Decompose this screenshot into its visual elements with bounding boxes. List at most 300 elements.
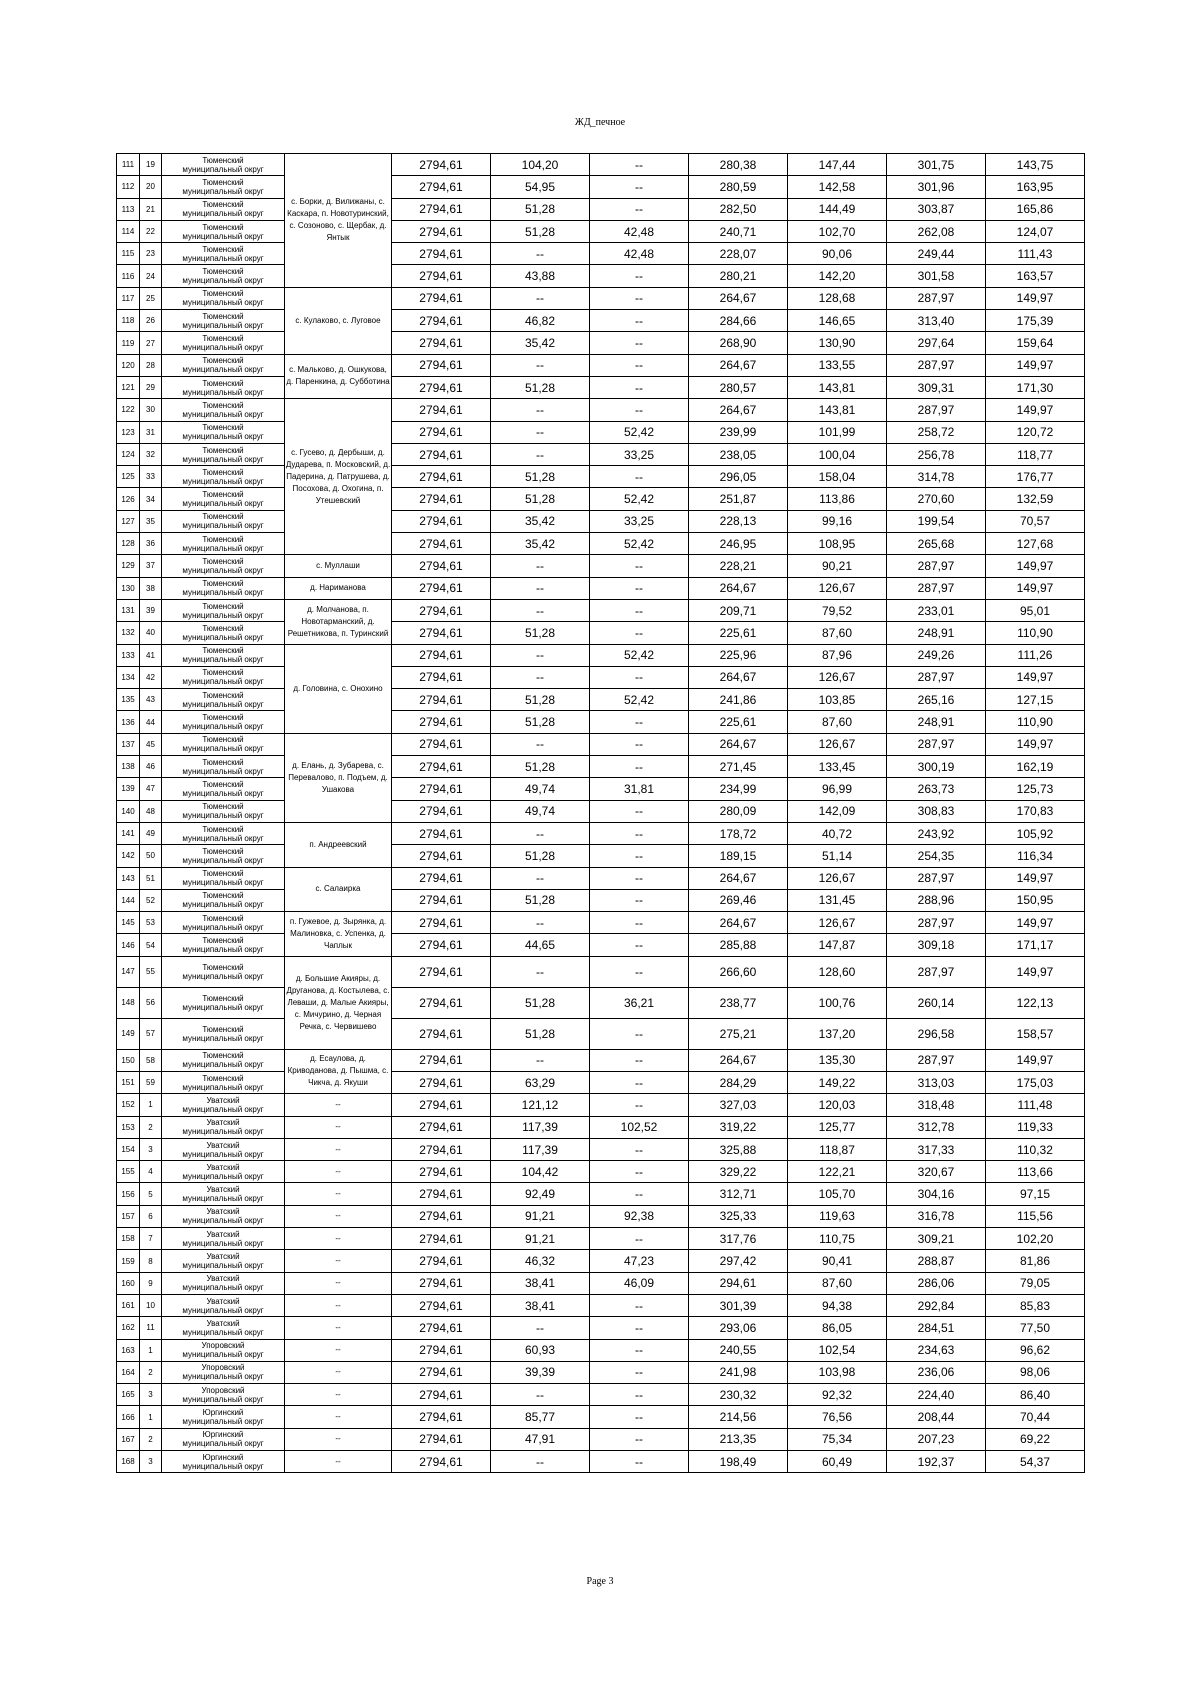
value-cell: 52,42 — [590, 644, 689, 666]
row-number: 147 — [117, 956, 140, 987]
value-cell: 265,68 — [887, 533, 986, 555]
table-row — [117, 1049, 1085, 1071]
row-index: 3 — [140, 1384, 162, 1406]
table-row — [117, 243, 1085, 265]
value-cell: 87,60 — [788, 622, 887, 644]
municipality-name: Тюменский — [202, 824, 244, 834]
value-cell: 95,01 — [986, 599, 1085, 621]
municipality-type: муниципальный округ — [182, 632, 264, 642]
row-number: 149 — [117, 1018, 140, 1049]
row-index: 34 — [140, 488, 162, 510]
value-cell: -- — [590, 1138, 689, 1160]
municipality-name: Тюменский — [202, 356, 244, 366]
municipality-type: муниципальный округ — [182, 971, 264, 981]
value-cell: -- — [491, 733, 590, 755]
municipality-cell — [162, 443, 285, 465]
table-row — [117, 1250, 1085, 1272]
row-number: 121 — [117, 376, 140, 398]
settlements-cell: -- — [285, 1339, 392, 1361]
settlements-cell: -- — [285, 1294, 392, 1316]
value-cell: 130,90 — [788, 332, 887, 354]
value-cell: 2794,61 — [392, 466, 491, 488]
municipality-cell — [162, 510, 285, 532]
value-cell: 228,21 — [689, 555, 788, 577]
value-cell: 60,49 — [788, 1451, 887, 1473]
value-cell: 301,39 — [689, 1294, 788, 1316]
municipality-type: муниципальный округ — [182, 1394, 264, 1404]
value-cell: -- — [590, 198, 689, 220]
value-cell: 97,15 — [986, 1183, 1085, 1205]
municipality-name: Упоровский — [201, 1363, 245, 1373]
municipality-cell — [162, 756, 285, 778]
municipality-cell — [162, 912, 285, 934]
municipality-name: Тюменский — [202, 200, 244, 210]
municipality-name: Тюменский — [202, 601, 244, 611]
value-cell: 297,64 — [887, 332, 986, 354]
table-body — [117, 154, 1085, 1473]
row-number: 132 — [117, 622, 140, 644]
value-cell: -- — [491, 822, 590, 844]
municipality-type: муниципальный округ — [182, 1127, 264, 1137]
value-cell: 2794,61 — [392, 733, 491, 755]
municipality-type: муниципальный округ — [182, 722, 264, 732]
municipality-type: муниципальный округ — [182, 1372, 264, 1382]
municipality-name: Тюменский — [202, 289, 244, 299]
municipality-cell — [162, 711, 285, 733]
value-cell: 51,28 — [491, 845, 590, 867]
value-cell: -- — [590, 354, 689, 376]
value-cell: 280,57 — [689, 376, 788, 398]
value-cell: 264,67 — [689, 733, 788, 755]
value-cell: 246,95 — [689, 533, 788, 555]
municipality-cell — [162, 987, 285, 1018]
settlements-cell: с. Кулаково, с. Луговое — [285, 287, 392, 354]
municipality-cell — [162, 956, 285, 987]
value-cell: 234,63 — [887, 1339, 986, 1361]
value-cell: 2794,61 — [392, 354, 491, 376]
value-cell: 178,72 — [689, 822, 788, 844]
municipality-cell — [162, 934, 285, 956]
value-cell: 51,28 — [491, 756, 590, 778]
municipality-cell — [162, 1339, 285, 1361]
value-cell: 76,56 — [788, 1406, 887, 1428]
value-cell: 264,67 — [689, 354, 788, 376]
row-number: 118 — [117, 310, 140, 332]
value-cell: 120,03 — [788, 1094, 887, 1116]
settlements-cell: -- — [285, 1428, 392, 1450]
municipality-cell — [162, 778, 285, 800]
value-cell: -- — [491, 399, 590, 421]
municipality-cell — [162, 1361, 285, 1383]
value-cell: 2794,61 — [392, 287, 491, 309]
municipality-cell — [162, 332, 285, 354]
value-cell: 96,62 — [986, 1339, 1085, 1361]
row-number: 140 — [117, 800, 140, 822]
value-cell: 52,42 — [590, 533, 689, 555]
row-index: 11 — [140, 1317, 162, 1339]
municipality-cell — [162, 845, 285, 867]
row-index: 3 — [140, 1451, 162, 1473]
value-cell: 52,42 — [590, 689, 689, 711]
value-cell: -- — [491, 867, 590, 889]
row-number: 137 — [117, 733, 140, 755]
value-cell: 96,99 — [788, 778, 887, 800]
table-row — [117, 1272, 1085, 1294]
municipality-name: Уватский — [206, 1318, 240, 1328]
value-cell: 70,57 — [986, 510, 1085, 532]
row-index: 1 — [140, 1406, 162, 1428]
value-cell: 2794,61 — [392, 488, 491, 510]
row-index: 6 — [140, 1205, 162, 1227]
municipality-name: Тюменский — [202, 423, 244, 433]
row-number: 168 — [117, 1451, 140, 1473]
value-cell: 292,84 — [887, 1294, 986, 1316]
row-index: 33 — [140, 466, 162, 488]
settlements-cell: -- — [285, 1094, 392, 1116]
value-cell: 92,49 — [491, 1183, 590, 1205]
value-cell: -- — [590, 845, 689, 867]
value-cell: 46,09 — [590, 1272, 689, 1294]
value-cell: -- — [590, 1049, 689, 1071]
value-cell: 309,31 — [887, 376, 986, 398]
value-cell: 2794,61 — [392, 1183, 491, 1205]
row-number: 139 — [117, 778, 140, 800]
table-row — [117, 1317, 1085, 1339]
value-cell: -- — [491, 1317, 590, 1339]
value-cell: 2794,61 — [392, 399, 491, 421]
row-index: 28 — [140, 354, 162, 376]
value-cell: 35,42 — [491, 533, 590, 555]
municipality-cell — [162, 733, 285, 755]
value-cell: 207,23 — [887, 1428, 986, 1450]
value-cell: 249,44 — [887, 243, 986, 265]
value-cell: -- — [590, 800, 689, 822]
value-cell: 113,86 — [788, 488, 887, 510]
value-cell: -- — [590, 622, 689, 644]
value-cell: 2794,61 — [392, 666, 491, 688]
row-number: 151 — [117, 1071, 140, 1093]
municipality-name: Юргинский — [202, 1452, 244, 1462]
value-cell: 2794,61 — [392, 1228, 491, 1250]
municipality-name: Тюменский — [202, 400, 244, 410]
value-cell: 287,97 — [887, 354, 986, 376]
settlements-cell: с. Мальково, д. Ошкукова, д. Паренкина, д. Субботина — [285, 354, 392, 399]
value-cell: 105,70 — [788, 1183, 887, 1205]
value-cell: -- — [491, 421, 590, 443]
value-cell: 33,25 — [590, 510, 689, 532]
municipality-name: Тюменский — [202, 267, 244, 277]
value-cell: 137,20 — [788, 1018, 887, 1049]
value-cell: 2794,61 — [392, 1361, 491, 1383]
row-number: 126 — [117, 488, 140, 510]
value-cell: 2794,61 — [392, 1116, 491, 1138]
value-cell: 2794,61 — [392, 912, 491, 934]
value-cell: 110,90 — [986, 711, 1085, 733]
settlements-cell: с. Борки, д. Вилижаны, с. Каскара, п. Новотуринский, с. Созоново, с. Щербак, д. Янтык — [285, 154, 392, 288]
value-cell: -- — [590, 867, 689, 889]
value-cell: -- — [590, 889, 689, 911]
value-cell: 192,37 — [887, 1451, 986, 1473]
municipality-type: муниципальный округ — [182, 1327, 264, 1337]
value-cell: 314,78 — [887, 466, 986, 488]
value-cell: 143,81 — [788, 376, 887, 398]
row-index: 57 — [140, 1018, 162, 1049]
row-index: 1 — [140, 1094, 162, 1116]
value-cell: 280,09 — [689, 800, 788, 822]
value-cell: -- — [590, 1228, 689, 1250]
value-cell: 118,77 — [986, 443, 1085, 465]
value-cell: 116,34 — [986, 845, 1085, 867]
table-row — [117, 555, 1085, 577]
value-cell: -- — [590, 287, 689, 309]
value-cell: 42,48 — [590, 243, 689, 265]
value-cell: 293,06 — [689, 1317, 788, 1339]
value-cell: 2794,61 — [392, 1272, 491, 1294]
value-cell: 280,38 — [689, 154, 788, 176]
value-cell: 33,25 — [590, 443, 689, 465]
value-cell: 319,22 — [689, 1116, 788, 1138]
value-cell: -- — [590, 1294, 689, 1316]
value-cell: 86,05 — [788, 1317, 887, 1339]
value-cell: 35,42 — [491, 332, 590, 354]
value-cell: 49,74 — [491, 778, 590, 800]
row-index: 43 — [140, 689, 162, 711]
municipality-type: муниципальный округ — [182, 1261, 264, 1270]
value-cell: 42,48 — [590, 220, 689, 242]
value-cell: -- — [590, 1406, 689, 1428]
value-cell: 288,87 — [887, 1250, 986, 1272]
value-cell: 102,54 — [788, 1339, 887, 1361]
value-cell: 320,67 — [887, 1161, 986, 1183]
table-row — [117, 867, 1085, 889]
value-cell: -- — [590, 466, 689, 488]
value-cell: 133,55 — [788, 354, 887, 376]
row-number: 163 — [117, 1339, 140, 1361]
municipality-cell — [162, 1384, 285, 1406]
value-cell: 149,97 — [986, 354, 1085, 376]
municipality-type: муниципальный округ — [182, 1417, 264, 1427]
value-cell: 287,97 — [887, 666, 986, 688]
value-cell: 264,67 — [689, 399, 788, 421]
row-index: 39 — [140, 599, 162, 621]
value-cell: 143,75 — [986, 154, 1085, 176]
municipality-name: Тюменский — [202, 378, 244, 388]
value-cell: 285,88 — [689, 934, 788, 956]
value-cell: 2794,61 — [392, 778, 491, 800]
value-cell: -- — [491, 1049, 590, 1071]
municipality-name: Уватский — [206, 1185, 240, 1195]
row-index: 50 — [140, 845, 162, 867]
row-index: 24 — [140, 265, 162, 287]
value-cell: 162,19 — [986, 756, 1085, 778]
value-cell: 268,90 — [689, 332, 788, 354]
value-cell: 149,97 — [986, 912, 1085, 934]
row-number: 114 — [117, 220, 140, 242]
row-number: 145 — [117, 912, 140, 934]
value-cell: -- — [590, 1317, 689, 1339]
value-cell: 236,06 — [887, 1361, 986, 1383]
table-row — [117, 1018, 1085, 1049]
value-cell: 104,42 — [491, 1161, 590, 1183]
settlements-cell: -- — [285, 1317, 392, 1339]
value-cell: -- — [491, 555, 590, 577]
value-cell: 2794,61 — [392, 198, 491, 220]
municipality-cell — [162, 622, 285, 644]
value-cell: 325,33 — [689, 1205, 788, 1227]
municipality-name: Упоровский — [201, 1341, 245, 1351]
value-cell: 287,97 — [887, 287, 986, 309]
municipality-type: муниципальный округ — [182, 276, 264, 286]
municipality-name: Тюменский — [202, 713, 244, 723]
municipality-cell — [162, 466, 285, 488]
row-index: 44 — [140, 711, 162, 733]
value-cell: 249,26 — [887, 644, 986, 666]
value-cell: -- — [590, 555, 689, 577]
municipality-cell — [162, 176, 285, 198]
row-number: 143 — [117, 867, 140, 889]
value-cell: 287,97 — [887, 912, 986, 934]
value-cell: 213,35 — [689, 1428, 788, 1450]
municipality-type: муниципальный округ — [182, 900, 264, 910]
value-cell: 90,06 — [788, 243, 887, 265]
row-number: 150 — [117, 1049, 140, 1071]
value-cell: 263,73 — [887, 778, 986, 800]
value-cell: 280,59 — [689, 176, 788, 198]
value-cell: -- — [491, 243, 590, 265]
value-cell: -- — [491, 956, 590, 987]
row-number: 133 — [117, 644, 140, 666]
municipality-type: муниципальный округ — [182, 409, 264, 419]
value-cell: 100,04 — [788, 443, 887, 465]
table-row — [117, 912, 1085, 934]
value-cell: 256,78 — [887, 443, 986, 465]
value-cell: 40,72 — [788, 822, 887, 844]
value-cell: -- — [590, 310, 689, 332]
value-cell: 2794,61 — [392, 1339, 491, 1361]
municipality-type: муниципальный округ — [182, 1238, 264, 1248]
value-cell: 198,49 — [689, 1451, 788, 1473]
table-row — [117, 644, 1085, 666]
value-cell: 126,67 — [788, 666, 887, 688]
value-cell: 312,71 — [689, 1183, 788, 1205]
value-cell: 150,95 — [986, 889, 1085, 911]
row-number: 119 — [117, 332, 140, 354]
value-cell: 266,60 — [689, 956, 788, 987]
value-cell: 51,28 — [491, 1018, 590, 1049]
value-cell: 108,95 — [788, 533, 887, 555]
table-row — [117, 689, 1085, 711]
row-number: 158 — [117, 1228, 140, 1250]
municipality-name: Тюменский — [202, 311, 244, 321]
municipality-cell — [162, 1138, 285, 1160]
row-number: 155 — [117, 1161, 140, 1183]
table-row — [117, 421, 1085, 443]
value-cell: 85,83 — [986, 1294, 1085, 1316]
municipality-type: муниципальный округ — [182, 565, 264, 575]
row-index: 38 — [140, 577, 162, 599]
row-number: 167 — [117, 1428, 140, 1450]
value-cell: 224,40 — [887, 1384, 986, 1406]
municipality-name: Тюменский — [202, 155, 244, 165]
value-cell: 288,96 — [887, 889, 986, 911]
municipality-cell — [162, 1183, 285, 1205]
municipality-type: муниципальный округ — [182, 1194, 264, 1204]
table-row — [117, 176, 1085, 198]
municipality-type: муниципальный округ — [182, 878, 264, 888]
value-cell: 119,63 — [788, 1205, 887, 1227]
value-cell: 79,52 — [788, 599, 887, 621]
row-number: 161 — [117, 1294, 140, 1316]
row-number: 148 — [117, 987, 140, 1018]
value-cell: 85,77 — [491, 1406, 590, 1428]
value-cell: 103,85 — [788, 689, 887, 711]
value-cell: 142,20 — [788, 265, 887, 287]
row-number: 116 — [117, 265, 140, 287]
value-cell: 110,90 — [986, 622, 1085, 644]
value-cell: 2794,61 — [392, 800, 491, 822]
municipality-type: муниципальный округ — [182, 1060, 264, 1070]
municipality-name: Тюменский — [202, 993, 244, 1003]
table-row — [117, 287, 1085, 309]
municipality-name: Тюменский — [202, 579, 244, 589]
value-cell: 51,28 — [491, 466, 590, 488]
row-number: 142 — [117, 845, 140, 867]
municipality-cell — [162, 555, 285, 577]
value-cell: 147,87 — [788, 934, 887, 956]
municipality-cell — [162, 689, 285, 711]
municipality-cell — [162, 1094, 285, 1116]
municipality-cell — [162, 220, 285, 242]
row-index: 30 — [140, 399, 162, 421]
municipality-cell — [162, 1205, 285, 1227]
table-row — [117, 332, 1085, 354]
row-index: 40 — [140, 622, 162, 644]
row-index: 45 — [140, 733, 162, 755]
value-cell: 284,66 — [689, 310, 788, 332]
value-cell: 51,28 — [491, 376, 590, 398]
municipality-name: Тюменский — [202, 244, 244, 254]
value-cell: -- — [590, 756, 689, 778]
row-index: 47 — [140, 778, 162, 800]
settlements-cell: -- — [285, 1272, 392, 1294]
value-cell: -- — [590, 154, 689, 176]
value-cell: 126,67 — [788, 912, 887, 934]
table-row — [117, 599, 1085, 621]
table-row — [117, 376, 1085, 398]
value-cell: -- — [590, 176, 689, 198]
municipality-cell — [162, 599, 285, 621]
row-index: 22 — [140, 220, 162, 242]
value-cell: 125,77 — [788, 1116, 887, 1138]
value-cell: 300,19 — [887, 756, 986, 778]
value-cell: 60,93 — [491, 1339, 590, 1361]
value-cell: 2794,61 — [392, 1294, 491, 1316]
value-cell: 287,97 — [887, 1049, 986, 1071]
row-index: 58 — [140, 1049, 162, 1071]
municipality-name: Тюменский — [202, 1051, 244, 1061]
settlements-cell: п. Гужевое, д. Зырянка, д. Малиновка, с. Успенка, д. Чаплык — [285, 912, 392, 957]
municipality-cell — [162, 399, 285, 421]
municipality-name: Тюменский — [202, 490, 244, 500]
value-cell: 2794,61 — [392, 1384, 491, 1406]
value-cell: 286,06 — [887, 1272, 986, 1294]
value-cell: 287,97 — [887, 399, 986, 421]
value-cell: 117,39 — [491, 1138, 590, 1160]
row-index: 20 — [140, 176, 162, 198]
value-cell: 2794,61 — [392, 622, 491, 644]
table-row — [117, 1384, 1085, 1406]
value-cell: 86,40 — [986, 1384, 1085, 1406]
